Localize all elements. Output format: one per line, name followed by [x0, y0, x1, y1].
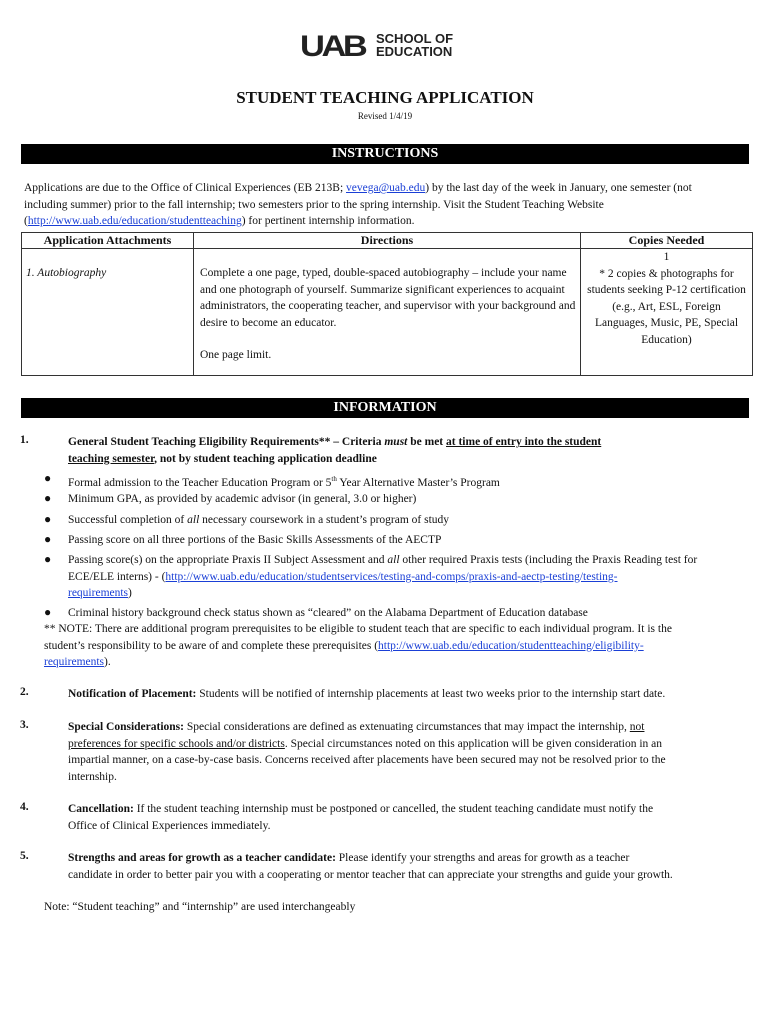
logo-text: [376, 32, 453, 58]
copies-note: * 2 copies & photographs for students seeking P-12 certification (e.g., Art, ESL, Foreign Languages, Music, PE, Special Education): [587, 267, 746, 346]
item-1-title-underlined: teaching semester: [68, 452, 155, 465]
directions-text: Complete a one page, typed, double-spaced autobiography – include your name and one photograph of yourself. Summarize significant experiences to acquaint administrators, the cooperating teacher, and supervisor with your background and desire to become an educator.: [200, 267, 576, 329]
item-4: Cancellation: If the student teaching internship must be postponed or cancelled, the student teaching candidate must notify the Office of Clinical Experiences immediately.: [68, 803, 654, 832]
praxis-testing-link-cont[interactable]: requirements: [68, 587, 129, 600]
list-item: Successful completion of all necessary coursework in a student’s program of study: [68, 514, 450, 526]
directions-cell: [194, 249, 581, 376]
usage-note: Note: “Student teaching” and “internship” are used interchangeably: [44, 901, 356, 913]
item-3-title: Special Considerations:: [68, 721, 184, 733]
item-1-title-text: General Student Teaching Eligibility Requirements** – Criteria: [68, 436, 385, 448]
information-heading: INFORMATION: [21, 398, 749, 418]
item-2: Notification of Placement: Students will be notified of internship placements at least two weeks prior to the internship start date.: [68, 688, 666, 700]
eligibility-link[interactable]: http://www.uab.edu/education/studentteaching/eligibility-: [378, 639, 644, 652]
page-title: STUDENT TEACHING APPLICATION: [236, 88, 534, 107]
instructions-text: (: [24, 215, 28, 228]
directions-limit: One page limit.: [200, 349, 272, 362]
instructions-text: including summer) prior to the fall internship; two semesters prior to the spring internship. Visit the Student Teaching Website: [24, 198, 604, 211]
copies-cell: [581, 249, 753, 376]
prerequisite-note: ** NOTE: There are additional program prerequisites to be eligible to student teach that are specific to each individual program. It is the student’s responsibility to be aware of and complete these prerequisites (http://www.uab.edu/education/studentteaching/eligibility- requirements).: [44, 623, 672, 669]
table-row: [22, 249, 753, 376]
header-attachments: Application Attachments: [22, 233, 194, 249]
bullet: ●: [44, 532, 52, 546]
list-item: Criminal history background check status shown as “cleared” on the Alabama Department of Education database: [68, 607, 588, 619]
copies-count: 1: [663, 251, 670, 263]
list-item: Passing score on all three portions of the Basic Skills Assessments of the AECTP: [68, 534, 442, 546]
instructions-text: ) for pertinent internship information.: [241, 215, 415, 228]
bullet: ●: [44, 512, 52, 526]
attachments-table: [21, 232, 753, 376]
email-link[interactable]: vevega@uab.edu: [346, 182, 426, 194]
item-2-number: 2.: [20, 686, 29, 698]
item-1-title: [68, 434, 748, 467]
bullet: ●: [44, 471, 52, 485]
bullet: ●: [44, 491, 52, 505]
uab-logo: [300, 28, 470, 62]
item-1-title-text: be met: [407, 436, 447, 448]
header-copies: Copies Needed: [581, 233, 753, 249]
bullet: ●: [44, 605, 52, 619]
list-item: Passing score(s) on the appropriate Praxis II Subject Assessment and all other required Praxis tests (including the Praxis Reading test for ECE/ELE interns) - (http://www.uab.edu/education/studentservices/testing-and-comps/praxis-and-aectp-testing/testing- requirements): [68, 554, 698, 600]
item-3: Special Considerations: Special considerations are defined as extenuating circumstances that may impact the internship, not preferences for specific schools and/or districts. Special circumstances noted on this application will be given consideration in an impartial manner, on a case-by-case basis. Concerns received after placements have been secured may not be resolved prior to the internship.: [68, 721, 666, 783]
logo-line-1: SCHOOL OF: [376, 31, 454, 46]
header-directions: Directions: [194, 233, 581, 249]
bullet: ●: [44, 552, 52, 566]
item-3-number: 3.: [20, 719, 29, 731]
revised-date: Revised 1/4/19: [357, 111, 413, 121]
item-1-must: must: [384, 436, 408, 448]
list-item: Formal admission to the Teacher Education Program or 5th Year Alternative Master’s Program: [68, 475, 500, 489]
instructions-text: Applications are due to the Office of Clinical Experiences (EB 213B;: [24, 182, 347, 194]
logo-line-2: EDUCATION: [376, 44, 453, 59]
item-5: Strengths and areas for growth as a teacher candidate: Please identify your strengths and areas for growth as a teacher candidate in order to better pair you with a cooperating or mentor teacher that can appreciate your strengths and guide your growth.: [68, 852, 673, 881]
attachment-cell: 1. Autobiography: [22, 249, 194, 376]
praxis-testing-link[interactable]: http://www.uab.edu/education/studentservices/testing-and-comps/praxis-and-aectp-testing/testing-: [165, 570, 618, 583]
item-2-title: Notification of Placement:: [68, 688, 197, 700]
item-4-title: Cancellation:: [68, 803, 134, 815]
instructions-paragraph: [24, 180, 749, 230]
item-4-number: 4.: [20, 801, 29, 813]
item-5-number: 5.: [20, 850, 29, 862]
table-header-row: [22, 233, 753, 249]
eligibility-link-cont[interactable]: requirements: [44, 656, 105, 669]
instructions-heading: INSTRUCTIONS: [21, 144, 749, 164]
item-1-number: 1.: [20, 434, 29, 446]
item-5-title: Strengths and areas for growth as a teacher candidate:: [68, 852, 336, 864]
student-teaching-link[interactable]: http://www.uab.edu/education/studentteaching: [27, 215, 242, 228]
uab-logo-mark: UAB: [300, 30, 365, 63]
item-1-title-text: , not by student teaching application deadline: [154, 452, 377, 465]
instructions-text: ) by the last day of the week in January, one semester (not: [425, 182, 692, 194]
list-item: Minimum GPA, as provided by academic advisor (in general, 3.0 or higher): [68, 493, 417, 505]
item-1-title-underlined: at time of entry into the student: [446, 436, 602, 448]
